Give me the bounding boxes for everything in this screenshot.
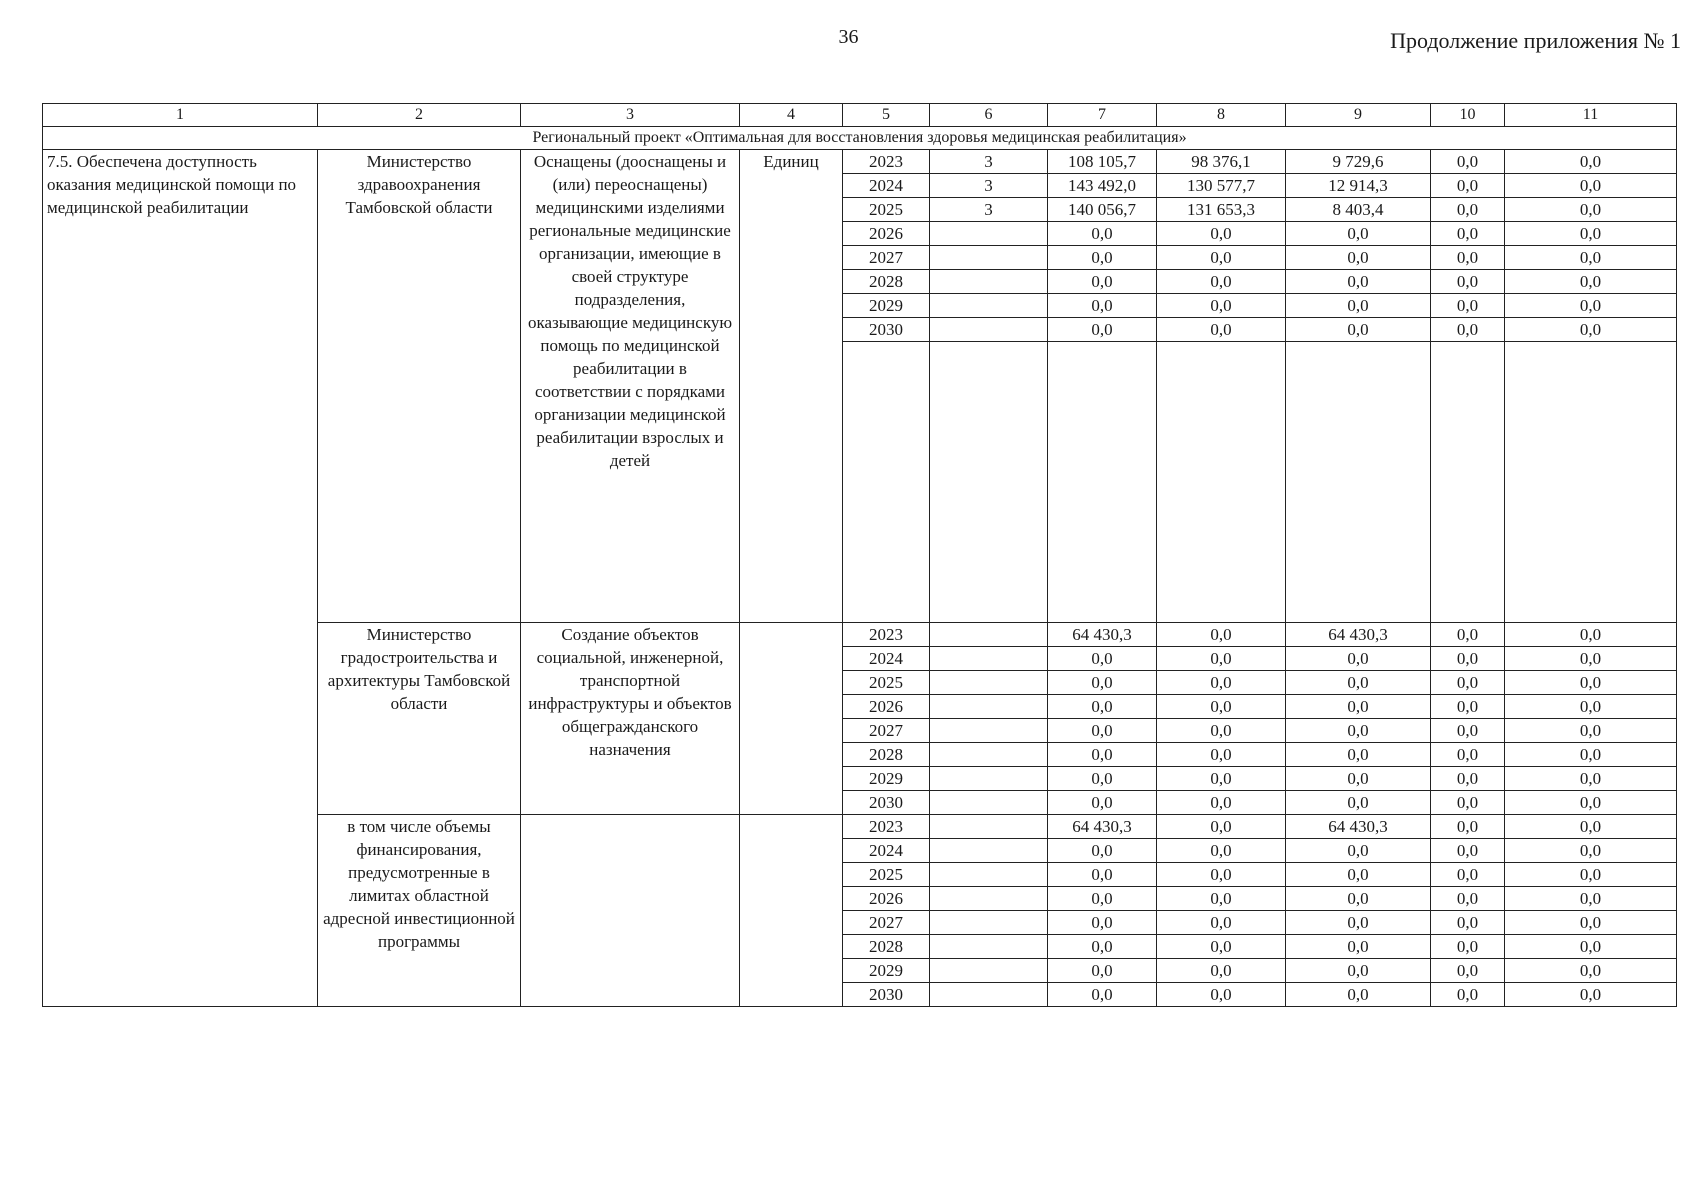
- local-budget-cell: 0,0: [1431, 294, 1505, 318]
- federal-budget-cell: 98 376,1: [1157, 150, 1286, 174]
- federal-budget-cell: 0,0: [1157, 863, 1286, 887]
- executor-cell: Министерство здравоохранения Тамбовской области: [318, 150, 521, 623]
- quantity-cell: [930, 647, 1048, 671]
- other-sources-cell: 0,0: [1505, 222, 1677, 246]
- quantity-cell: [930, 719, 1048, 743]
- regional-budget-cell: 0,0: [1286, 743, 1431, 767]
- quantity-cell: [930, 623, 1048, 647]
- federal-budget-cell: 0,0: [1157, 911, 1286, 935]
- total-cell: 0,0: [1048, 839, 1157, 863]
- year-cell: 2026: [843, 695, 930, 719]
- federal-budget-cell: 0,0: [1157, 743, 1286, 767]
- federal-budget-cell: 0,0: [1157, 815, 1286, 839]
- quantity-cell: [930, 791, 1048, 815]
- regional-budget-cell: 0,0: [1286, 959, 1431, 983]
- regional-budget-cell: 0,0: [1286, 647, 1431, 671]
- unit-cell: [740, 815, 843, 1007]
- regional-budget-cell: 0,0: [1286, 887, 1431, 911]
- federal-budget-cell: 0,0: [1157, 767, 1286, 791]
- total-cell: 0,0: [1048, 647, 1157, 671]
- local-budget-cell: 0,0: [1431, 959, 1505, 983]
- column-number: 11: [1505, 104, 1677, 127]
- empty-cell: [1157, 342, 1286, 623]
- total-cell: 0,0: [1048, 222, 1157, 246]
- year-cell: 2030: [843, 318, 930, 342]
- unit-cell: Единиц: [740, 150, 843, 623]
- federal-budget-cell: 0,0: [1157, 623, 1286, 647]
- other-sources-cell: 0,0: [1505, 935, 1677, 959]
- column-number: 6: [930, 104, 1048, 127]
- federal-budget-cell: 0,0: [1157, 246, 1286, 270]
- other-sources-cell: 0,0: [1505, 743, 1677, 767]
- other-sources-cell: 0,0: [1505, 767, 1677, 791]
- year-cell: 2024: [843, 647, 930, 671]
- regional-budget-cell: 0,0: [1286, 719, 1431, 743]
- local-budget-cell: 0,0: [1431, 246, 1505, 270]
- year-cell: 2025: [843, 671, 930, 695]
- executor-cell: в том числе объемы финансирования, предусмотренные в лимитах областной адресной инвестиционной программы: [318, 815, 521, 1007]
- local-budget-cell: 0,0: [1431, 270, 1505, 294]
- column-number: 1: [43, 104, 318, 127]
- quantity-cell: [930, 911, 1048, 935]
- result-cell: Создание объектов социальной, инженерной, транспортной инфраструктуры и объектов общегражданского назначения: [521, 623, 740, 815]
- regional-budget-cell: 0,0: [1286, 222, 1431, 246]
- federal-budget-cell: 0,0: [1157, 270, 1286, 294]
- regional-budget-cell: 0,0: [1286, 863, 1431, 887]
- project-title: Региональный проект «Оптимальная для восстановления здоровья медицинская реабилитация»: [43, 127, 1677, 150]
- other-sources-cell: 0,0: [1505, 198, 1677, 222]
- year-cell: 2023: [843, 623, 930, 647]
- federal-budget-cell: 0,0: [1157, 695, 1286, 719]
- total-cell: 0,0: [1048, 695, 1157, 719]
- column-number: 8: [1157, 104, 1286, 127]
- other-sources-cell: 0,0: [1505, 983, 1677, 1007]
- local-budget-cell: 0,0: [1431, 647, 1505, 671]
- quantity-cell: [930, 863, 1048, 887]
- local-budget-cell: 0,0: [1431, 983, 1505, 1007]
- total-cell: 0,0: [1048, 767, 1157, 791]
- year-cell: 2030: [843, 791, 930, 815]
- column-number: 5: [843, 104, 930, 127]
- quantity-cell: [930, 839, 1048, 863]
- quantity-cell: [930, 935, 1048, 959]
- other-sources-cell: 0,0: [1505, 174, 1677, 198]
- continuation-label: Продолжение приложения № 1: [1390, 28, 1681, 53]
- regional-budget-cell: 0,0: [1286, 318, 1431, 342]
- local-budget-cell: 0,0: [1431, 695, 1505, 719]
- result-cell: [521, 815, 740, 1007]
- funding-table: [42, 103, 1677, 1007]
- regional-budget-cell: 64 430,3: [1286, 815, 1431, 839]
- year-cell: 2030: [843, 983, 930, 1007]
- quantity-cell: [930, 767, 1048, 791]
- quantity-cell: [930, 887, 1048, 911]
- regional-budget-cell: 64 430,3: [1286, 623, 1431, 647]
- regional-budget-cell: 12 914,3: [1286, 174, 1431, 198]
- result-cell: Оснащены (дооснащены и (или) переоснащены) медицинскими изделиями региональные медицинские организации, имеющие в своей структуре подразделения, оказывающие медицинскую помощь по медицинской реабилитации в соответствии с порядками организации медицинской реабилитации взрослых и детей: [521, 150, 740, 623]
- federal-budget-cell: 0,0: [1157, 671, 1286, 695]
- local-budget-cell: 0,0: [1431, 174, 1505, 198]
- year-cell: 2024: [843, 174, 930, 198]
- total-cell: 0,0: [1048, 791, 1157, 815]
- local-budget-cell: 0,0: [1431, 318, 1505, 342]
- local-budget-cell: 0,0: [1431, 863, 1505, 887]
- other-sources-cell: 0,0: [1505, 887, 1677, 911]
- empty-cell: [930, 342, 1048, 623]
- local-budget-cell: 0,0: [1431, 791, 1505, 815]
- total-cell: 64 430,3: [1048, 623, 1157, 647]
- measure-cell: 7.5. Обеспечена доступность оказания медицинской помощи по медицинской реабилитации: [43, 150, 318, 1007]
- year-cell: 2029: [843, 959, 930, 983]
- total-cell: 0,0: [1048, 983, 1157, 1007]
- total-cell: 0,0: [1048, 863, 1157, 887]
- other-sources-cell: 0,0: [1505, 647, 1677, 671]
- total-cell: 0,0: [1048, 935, 1157, 959]
- other-sources-cell: 0,0: [1505, 318, 1677, 342]
- year-cell: 2028: [843, 270, 930, 294]
- total-cell: 0,0: [1048, 743, 1157, 767]
- other-sources-cell: 0,0: [1505, 150, 1677, 174]
- column-number: 3: [521, 104, 740, 127]
- quantity-cell: [930, 318, 1048, 342]
- year-cell: 2025: [843, 863, 930, 887]
- total-cell: 0,0: [1048, 246, 1157, 270]
- other-sources-cell: 0,0: [1505, 695, 1677, 719]
- federal-budget-cell: 0,0: [1157, 887, 1286, 911]
- quantity-cell: [930, 695, 1048, 719]
- total-cell: 0,0: [1048, 959, 1157, 983]
- federal-budget-cell: 131 653,3: [1157, 198, 1286, 222]
- page-number: 36: [838, 26, 859, 48]
- column-number: 2: [318, 104, 521, 127]
- year-cell: 2028: [843, 935, 930, 959]
- column-number: 7: [1048, 104, 1157, 127]
- regional-budget-cell: 0,0: [1286, 246, 1431, 270]
- other-sources-cell: 0,0: [1505, 791, 1677, 815]
- total-cell: 0,0: [1048, 719, 1157, 743]
- federal-budget-cell: 0,0: [1157, 839, 1286, 863]
- regional-budget-cell: 0,0: [1286, 935, 1431, 959]
- other-sources-cell: 0,0: [1505, 839, 1677, 863]
- local-budget-cell: 0,0: [1431, 671, 1505, 695]
- empty-cell: [1431, 342, 1505, 623]
- federal-budget-cell: 0,0: [1157, 294, 1286, 318]
- total-cell: 0,0: [1048, 887, 1157, 911]
- regional-budget-cell: 0,0: [1286, 839, 1431, 863]
- regional-budget-cell: 0,0: [1286, 695, 1431, 719]
- other-sources-cell: 0,0: [1505, 246, 1677, 270]
- regional-budget-cell: 9 729,6: [1286, 150, 1431, 174]
- quantity-cell: [930, 815, 1048, 839]
- year-cell: 2027: [843, 911, 930, 935]
- column-number-row: [43, 104, 1677, 127]
- total-cell: 0,0: [1048, 911, 1157, 935]
- total-cell: 64 430,3: [1048, 815, 1157, 839]
- quantity-cell: 3: [930, 198, 1048, 222]
- local-budget-cell: 0,0: [1431, 911, 1505, 935]
- federal-budget-cell: 0,0: [1157, 647, 1286, 671]
- local-budget-cell: 0,0: [1431, 767, 1505, 791]
- year-row: [43, 150, 1677, 174]
- year-cell: 2025: [843, 198, 930, 222]
- total-cell: 108 105,7: [1048, 150, 1157, 174]
- year-cell: 2023: [843, 150, 930, 174]
- regional-budget-cell: 0,0: [1286, 791, 1431, 815]
- regional-budget-cell: 0,0: [1286, 671, 1431, 695]
- empty-cell: [1048, 342, 1157, 623]
- empty-cell: [1286, 342, 1431, 623]
- year-cell: 2023: [843, 815, 930, 839]
- other-sources-cell: 0,0: [1505, 863, 1677, 887]
- year-cell: 2027: [843, 246, 930, 270]
- local-budget-cell: 0,0: [1431, 935, 1505, 959]
- other-sources-cell: 0,0: [1505, 815, 1677, 839]
- regional-budget-cell: 8 403,4: [1286, 198, 1431, 222]
- quantity-cell: [930, 246, 1048, 270]
- local-budget-cell: 0,0: [1431, 222, 1505, 246]
- year-cell: 2026: [843, 887, 930, 911]
- federal-budget-cell: 130 577,7: [1157, 174, 1286, 198]
- total-cell: 0,0: [1048, 318, 1157, 342]
- quantity-cell: [930, 959, 1048, 983]
- federal-budget-cell: 0,0: [1157, 935, 1286, 959]
- quantity-cell: [930, 671, 1048, 695]
- local-budget-cell: 0,0: [1431, 623, 1505, 647]
- other-sources-cell: 0,0: [1505, 623, 1677, 647]
- executor-cell: Министерство градостроительства и архитектуры Тамбовской области: [318, 623, 521, 815]
- other-sources-cell: 0,0: [1505, 719, 1677, 743]
- year-cell: 2027: [843, 719, 930, 743]
- local-budget-cell: 0,0: [1431, 719, 1505, 743]
- total-cell: 140 056,7: [1048, 198, 1157, 222]
- other-sources-cell: 0,0: [1505, 911, 1677, 935]
- local-budget-cell: 0,0: [1431, 743, 1505, 767]
- other-sources-cell: 0,0: [1505, 270, 1677, 294]
- regional-budget-cell: 0,0: [1286, 911, 1431, 935]
- local-budget-cell: 0,0: [1431, 815, 1505, 839]
- other-sources-cell: 0,0: [1505, 671, 1677, 695]
- quantity-cell: [930, 983, 1048, 1007]
- federal-budget-cell: 0,0: [1157, 222, 1286, 246]
- column-number: 10: [1431, 104, 1505, 127]
- federal-budget-cell: 0,0: [1157, 983, 1286, 1007]
- project-title-row: [43, 127, 1677, 150]
- local-budget-cell: 0,0: [1431, 198, 1505, 222]
- year-cell: 2026: [843, 222, 930, 246]
- quantity-cell: 3: [930, 174, 1048, 198]
- local-budget-cell: 0,0: [1431, 150, 1505, 174]
- federal-budget-cell: 0,0: [1157, 318, 1286, 342]
- quantity-cell: 3: [930, 150, 1048, 174]
- quantity-cell: [930, 294, 1048, 318]
- quantity-cell: [930, 222, 1048, 246]
- total-cell: 0,0: [1048, 270, 1157, 294]
- quantity-cell: [930, 270, 1048, 294]
- total-cell: 0,0: [1048, 671, 1157, 695]
- local-budget-cell: 0,0: [1431, 839, 1505, 863]
- year-cell: 2029: [843, 767, 930, 791]
- regional-budget-cell: 0,0: [1286, 767, 1431, 791]
- federal-budget-cell: 0,0: [1157, 959, 1286, 983]
- column-number: 9: [1286, 104, 1431, 127]
- year-cell: 2024: [843, 839, 930, 863]
- other-sources-cell: 0,0: [1505, 294, 1677, 318]
- quantity-cell: [930, 743, 1048, 767]
- total-cell: 143 492,0: [1048, 174, 1157, 198]
- federal-budget-cell: 0,0: [1157, 719, 1286, 743]
- column-number: 4: [740, 104, 843, 127]
- regional-budget-cell: 0,0: [1286, 983, 1431, 1007]
- regional-budget-cell: 0,0: [1286, 270, 1431, 294]
- empty-cell: [1505, 342, 1677, 623]
- empty-cell: [843, 342, 930, 623]
- year-cell: 2028: [843, 743, 930, 767]
- total-cell: 0,0: [1048, 294, 1157, 318]
- regional-budget-cell: 0,0: [1286, 294, 1431, 318]
- other-sources-cell: 0,0: [1505, 959, 1677, 983]
- local-budget-cell: 0,0: [1431, 887, 1505, 911]
- year-cell: 2029: [843, 294, 930, 318]
- federal-budget-cell: 0,0: [1157, 791, 1286, 815]
- unit-cell: [740, 623, 843, 815]
